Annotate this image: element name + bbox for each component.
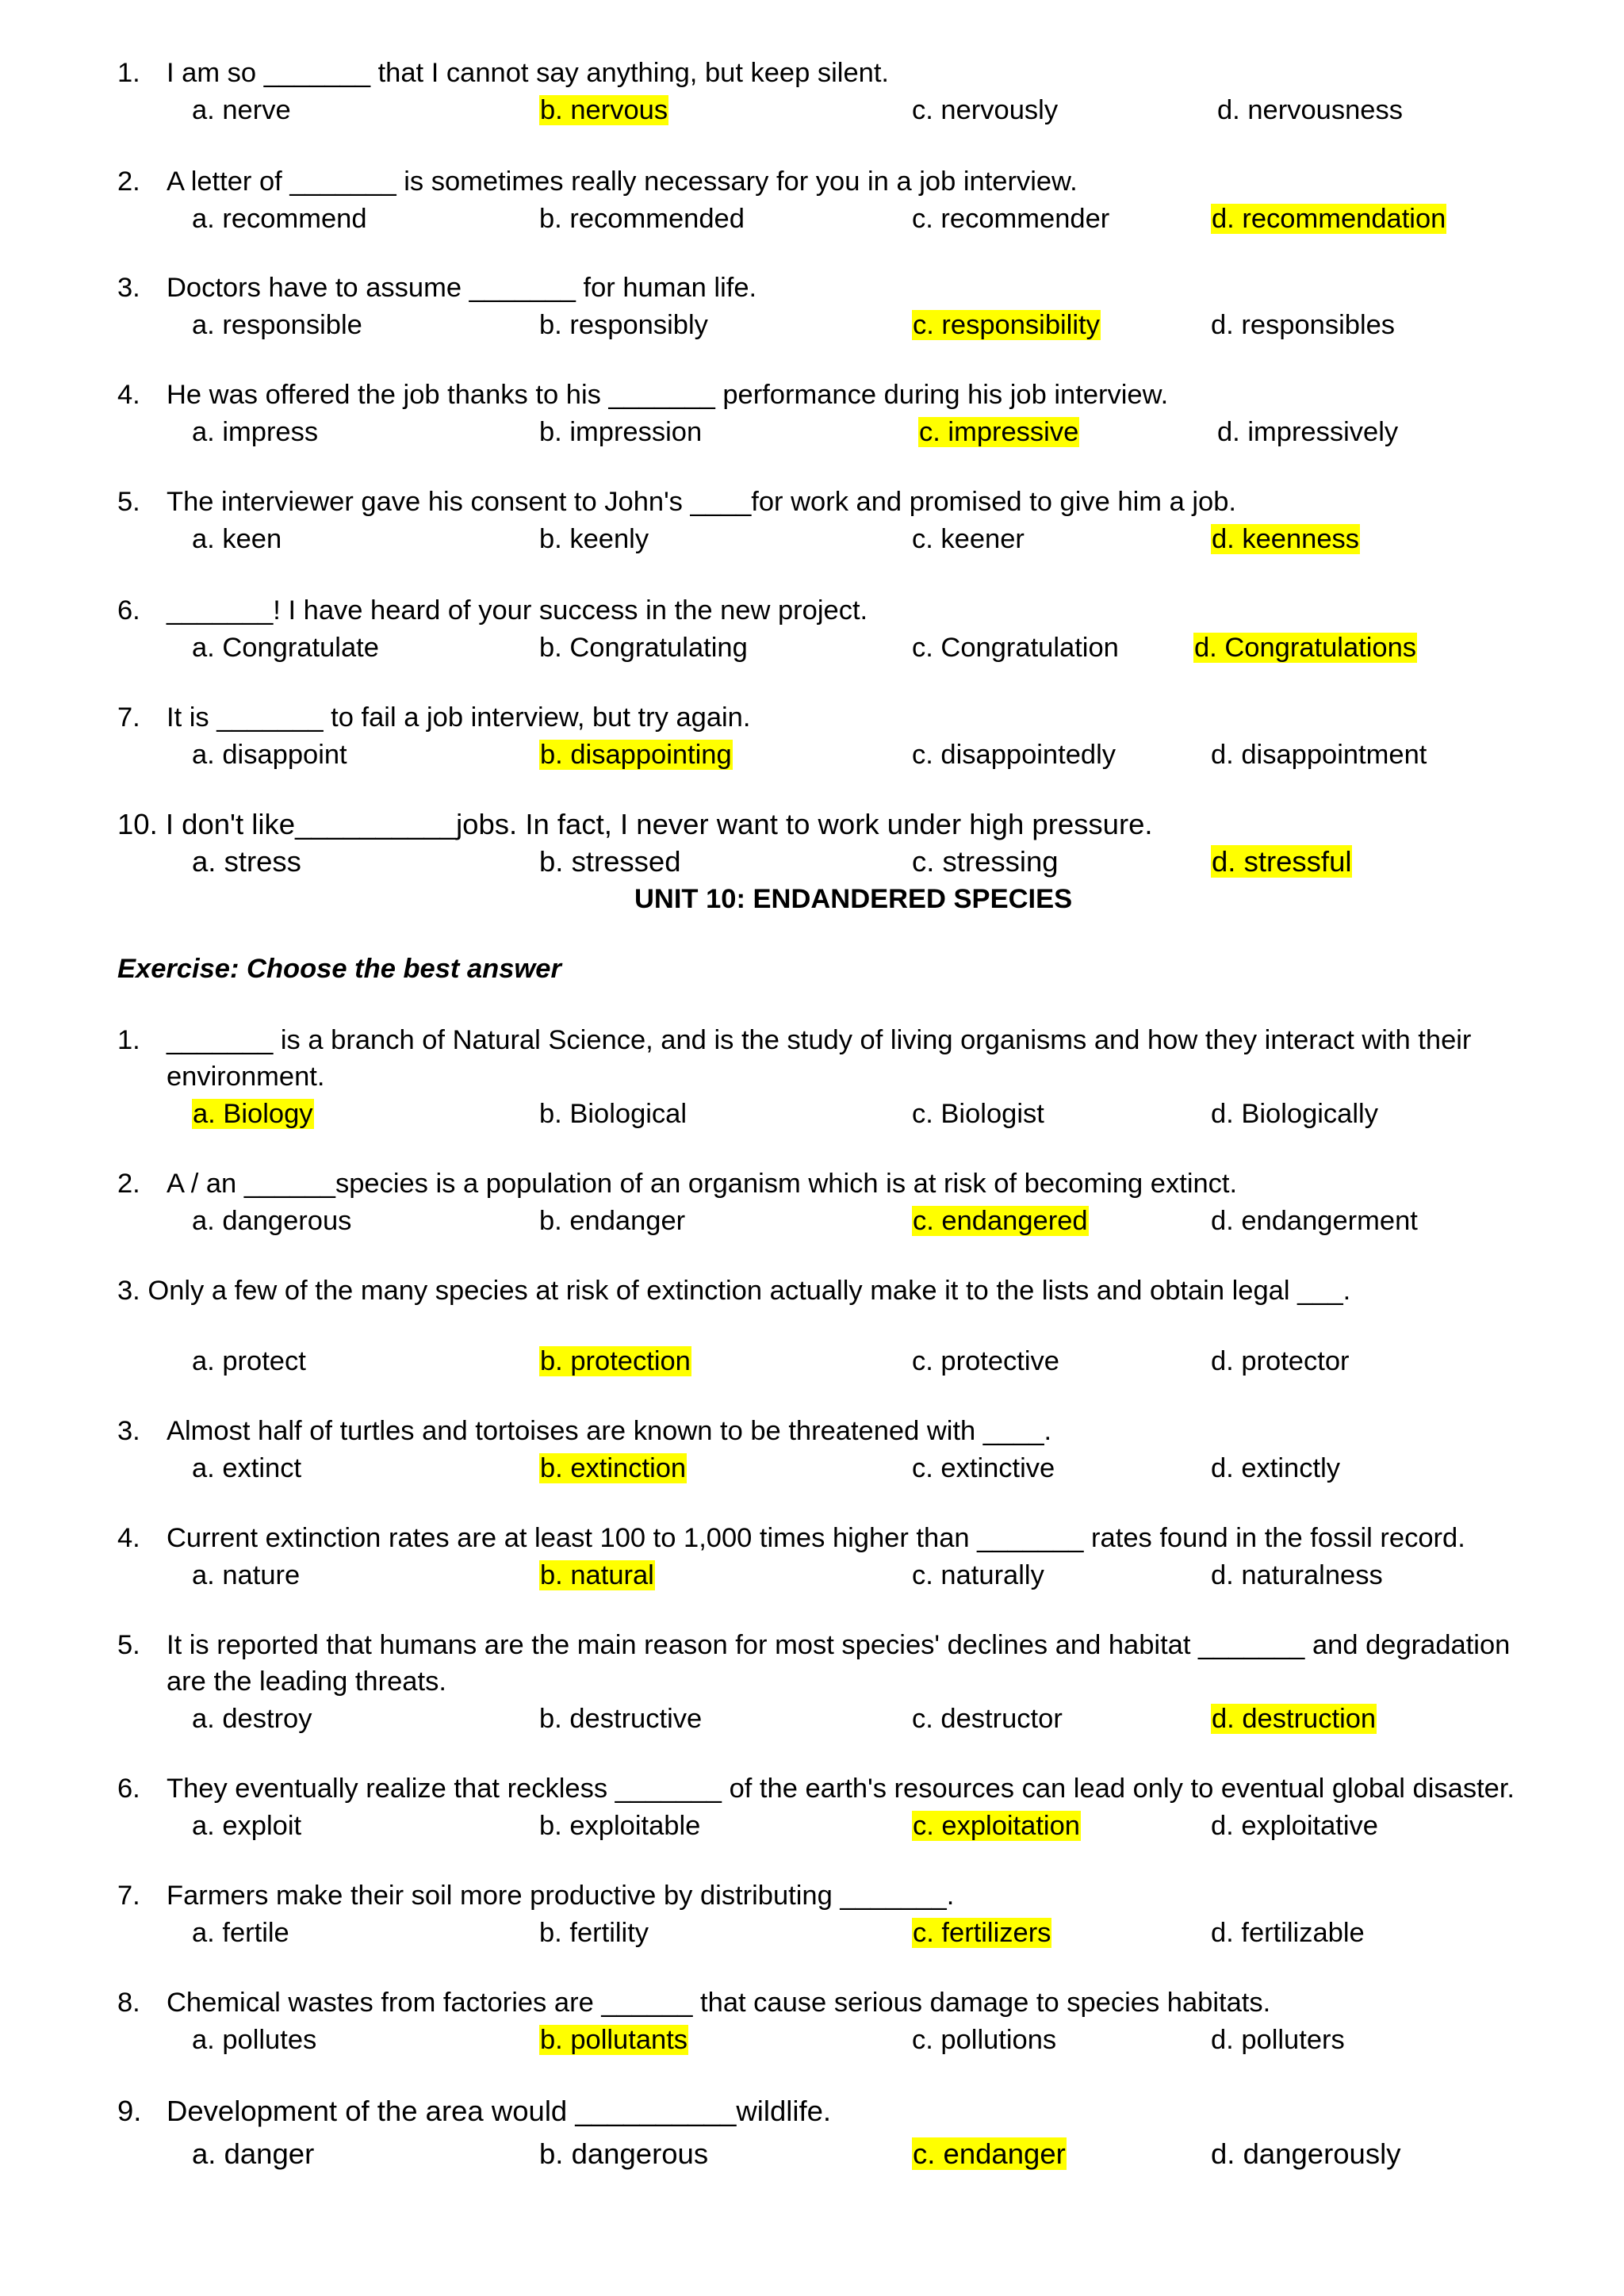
text-line: d. Biologically <box>1211 1099 1378 1129</box>
text-line: 8. <box>117 1988 140 2018</box>
text-line: The interviewer gave his consent to John's ____for work and promised to give him a job. <box>167 487 1236 517</box>
text-line: d. impressively <box>1217 417 1399 447</box>
text-line: a. nature <box>192 1560 301 1590</box>
highlighted-answer: d. recommendation <box>1212 204 1446 234</box>
text-line: d. fertilizable <box>1211 1918 1365 1948</box>
text-line: d. responsibles <box>1211 310 1396 340</box>
text-line: a. dangerous <box>192 1206 352 1236</box>
text-line: c. Biologist <box>912 1099 1044 1129</box>
text-line: c. Congratulation <box>912 633 1119 663</box>
highlighted-answer: b. natural <box>540 1560 654 1590</box>
text-line: 4. <box>117 1523 140 1553</box>
text-line: c. recommender <box>912 204 1110 234</box>
text-line: 7. <box>117 702 140 733</box>
text-line: Doctors have to assume _______ for human life. <box>167 273 757 303</box>
text-line: b. fertility <box>539 1918 649 1948</box>
text-line: A letter of _______ is sometimes really necessary for you in a job interview. <box>167 166 1078 197</box>
text-line: b. Biological <box>539 1099 688 1129</box>
text-line: a. protect <box>192 1346 306 1376</box>
text-line: 7. <box>117 1881 140 1911</box>
text-line: a. disappoint <box>192 740 347 770</box>
text-line: 6. <box>117 595 140 626</box>
highlighted-answer: b. disappointing <box>540 740 732 770</box>
text-line: _______ is a branch of Natural Science, and is the study of living organisms and how they interact with their <box>167 1025 1472 1055</box>
highlighted-answer: d. Congratulations <box>1194 633 1417 663</box>
text-line: b. dangerous <box>539 2137 709 2170</box>
highlighted-answer: c. endanger <box>913 2137 1066 2170</box>
highlighted-answer: c. exploitation <box>913 1811 1080 1841</box>
text-line: 3. <box>117 1416 140 1446</box>
text-line: 1. <box>117 1025 140 1055</box>
text-line: 1. <box>117 58 140 88</box>
text-line: b. destructive <box>539 1704 703 1734</box>
text-line: 5. <box>117 1630 140 1660</box>
text-line: _______! I have heard of your success in the new project. <box>167 595 868 626</box>
text-line: They eventually realize that reckless _______ of the earth's resources can lead only to eventual global disaster. <box>167 1774 1515 1804</box>
highlighted-answer: c. endangered <box>913 1206 1088 1236</box>
text-line: Almost half of turtles and tortoises are known to be threatened with ____. <box>167 1416 1052 1446</box>
text-line: d. extinctly <box>1211 1453 1340 1483</box>
highlighted-answer: c. impressive <box>919 417 1079 447</box>
text-line: Current extinction rates are at least 100 to 1,000 times higher than _______ rates found in the fossil record. <box>167 1523 1465 1553</box>
text-line: 3. <box>117 273 140 303</box>
text-line: c. extinctive <box>912 1453 1055 1483</box>
text-line: 3. Only a few of the many species at risk of extinction actually make it to the lists and obtain legal ___. <box>117 1276 1351 1306</box>
text-line: b. exploitable <box>539 1811 701 1841</box>
text-line: a. responsible <box>192 310 362 340</box>
text-line: are the leading threats. <box>167 1667 446 1697</box>
text-line: UNIT 10: ENDANDERED SPECIES <box>634 884 1073 914</box>
highlighted-answer: b. extinction <box>540 1453 687 1483</box>
highlighted-answer: c. fertilizers <box>913 1918 1051 1948</box>
highlighted-answer: a. Biology <box>193 1099 313 1129</box>
text-line: It is reported that humans are the main reason for most species' declines and habitat _______ and degradation <box>167 1630 1511 1660</box>
text-line: a. stress <box>192 845 301 878</box>
text-line: 9. <box>117 2095 142 2127</box>
text-line: c. destructor <box>912 1704 1063 1734</box>
text-line: A / an ______species is a population of an organism which is at risk of becoming extinct. <box>167 1169 1238 1199</box>
highlighted-answer: c. responsibility <box>913 310 1100 340</box>
text-line: It is _______ to fail a job interview, but try again. <box>167 702 751 733</box>
text-line: b. keenly <box>539 524 649 554</box>
text-line: b. responsibly <box>539 310 708 340</box>
text-line: a. destroy <box>192 1704 312 1734</box>
text-line: 2. <box>117 166 140 197</box>
text-line: c. keener <box>912 524 1025 554</box>
text-line: d. disappointment <box>1211 740 1427 770</box>
text-line: He was offered the job thanks to his _______ performance during his job interview. <box>167 380 1169 410</box>
highlighted-answer: d. keenness <box>1212 524 1360 554</box>
text-line: 2. <box>117 1169 140 1199</box>
text-line: b. endanger <box>539 1206 686 1236</box>
text-line: Exercise: Choose the best answer <box>117 954 561 984</box>
text-line: a. pollutes <box>192 2025 317 2055</box>
text-line: 5. <box>117 487 140 517</box>
highlighted-answer: d. stressful <box>1212 845 1352 878</box>
text-line: c. disappointedly <box>912 740 1116 770</box>
text-line: c. pollutions <box>912 2025 1057 2055</box>
text-line: 10. I don't like__________jobs. In fact, I never want to work under high pressure. <box>117 808 1153 840</box>
highlighted-answer: d. destruction <box>1212 1704 1377 1734</box>
text-line: a. danger <box>192 2137 315 2170</box>
text-line: d. protector <box>1211 1346 1350 1376</box>
highlighted-answer: b. pollutants <box>540 2025 688 2055</box>
text-line: c. protective <box>912 1346 1059 1376</box>
highlighted-answer: b. nervous <box>540 95 668 125</box>
text-line: b. Congratulating <box>539 633 748 663</box>
text-line: d. dangerously <box>1211 2137 1401 2170</box>
text-line: Development of the area would __________wildlife. <box>167 2095 832 2127</box>
text-line: c. stressing <box>912 845 1059 878</box>
text-line: b. recommended <box>539 204 745 234</box>
text-line: c. nervously <box>912 95 1059 125</box>
text-line: a. exploit <box>192 1811 302 1841</box>
text-line: a. impress <box>192 417 319 447</box>
text-line: d. exploitative <box>1211 1811 1378 1841</box>
text-line: 6. <box>117 1774 140 1804</box>
text-line: a. recommend <box>192 204 367 234</box>
text-line: d. polluters <box>1211 2025 1345 2055</box>
text-line: a. nerve <box>192 95 291 125</box>
text-line: Chemical wastes from factories are ______ that cause serious damage to species habitats. <box>167 1988 1271 2018</box>
text-line: a. Congratulate <box>192 633 379 663</box>
text-line: a. fertile <box>192 1918 289 1948</box>
text-line: a. keen <box>192 524 282 554</box>
text-line: d. endangerment <box>1211 1206 1418 1236</box>
text-line: b. stressed <box>539 845 681 878</box>
text-line: 4. <box>117 380 140 410</box>
highlighted-answer: b. protection <box>540 1346 691 1376</box>
text-line: b. impression <box>539 417 703 447</box>
text-line: d. naturalness <box>1211 1560 1383 1590</box>
text-line: a. extinct <box>192 1453 302 1483</box>
text-line: d. nervousness <box>1217 95 1403 125</box>
text-line: environment. <box>167 1062 325 1092</box>
text-line: I am so _______ that I cannot say anything, but keep silent. <box>167 58 890 88</box>
text-line: c. naturally <box>912 1560 1044 1590</box>
text-line: Farmers make their soil more productive by distributing _______. <box>167 1881 955 1911</box>
